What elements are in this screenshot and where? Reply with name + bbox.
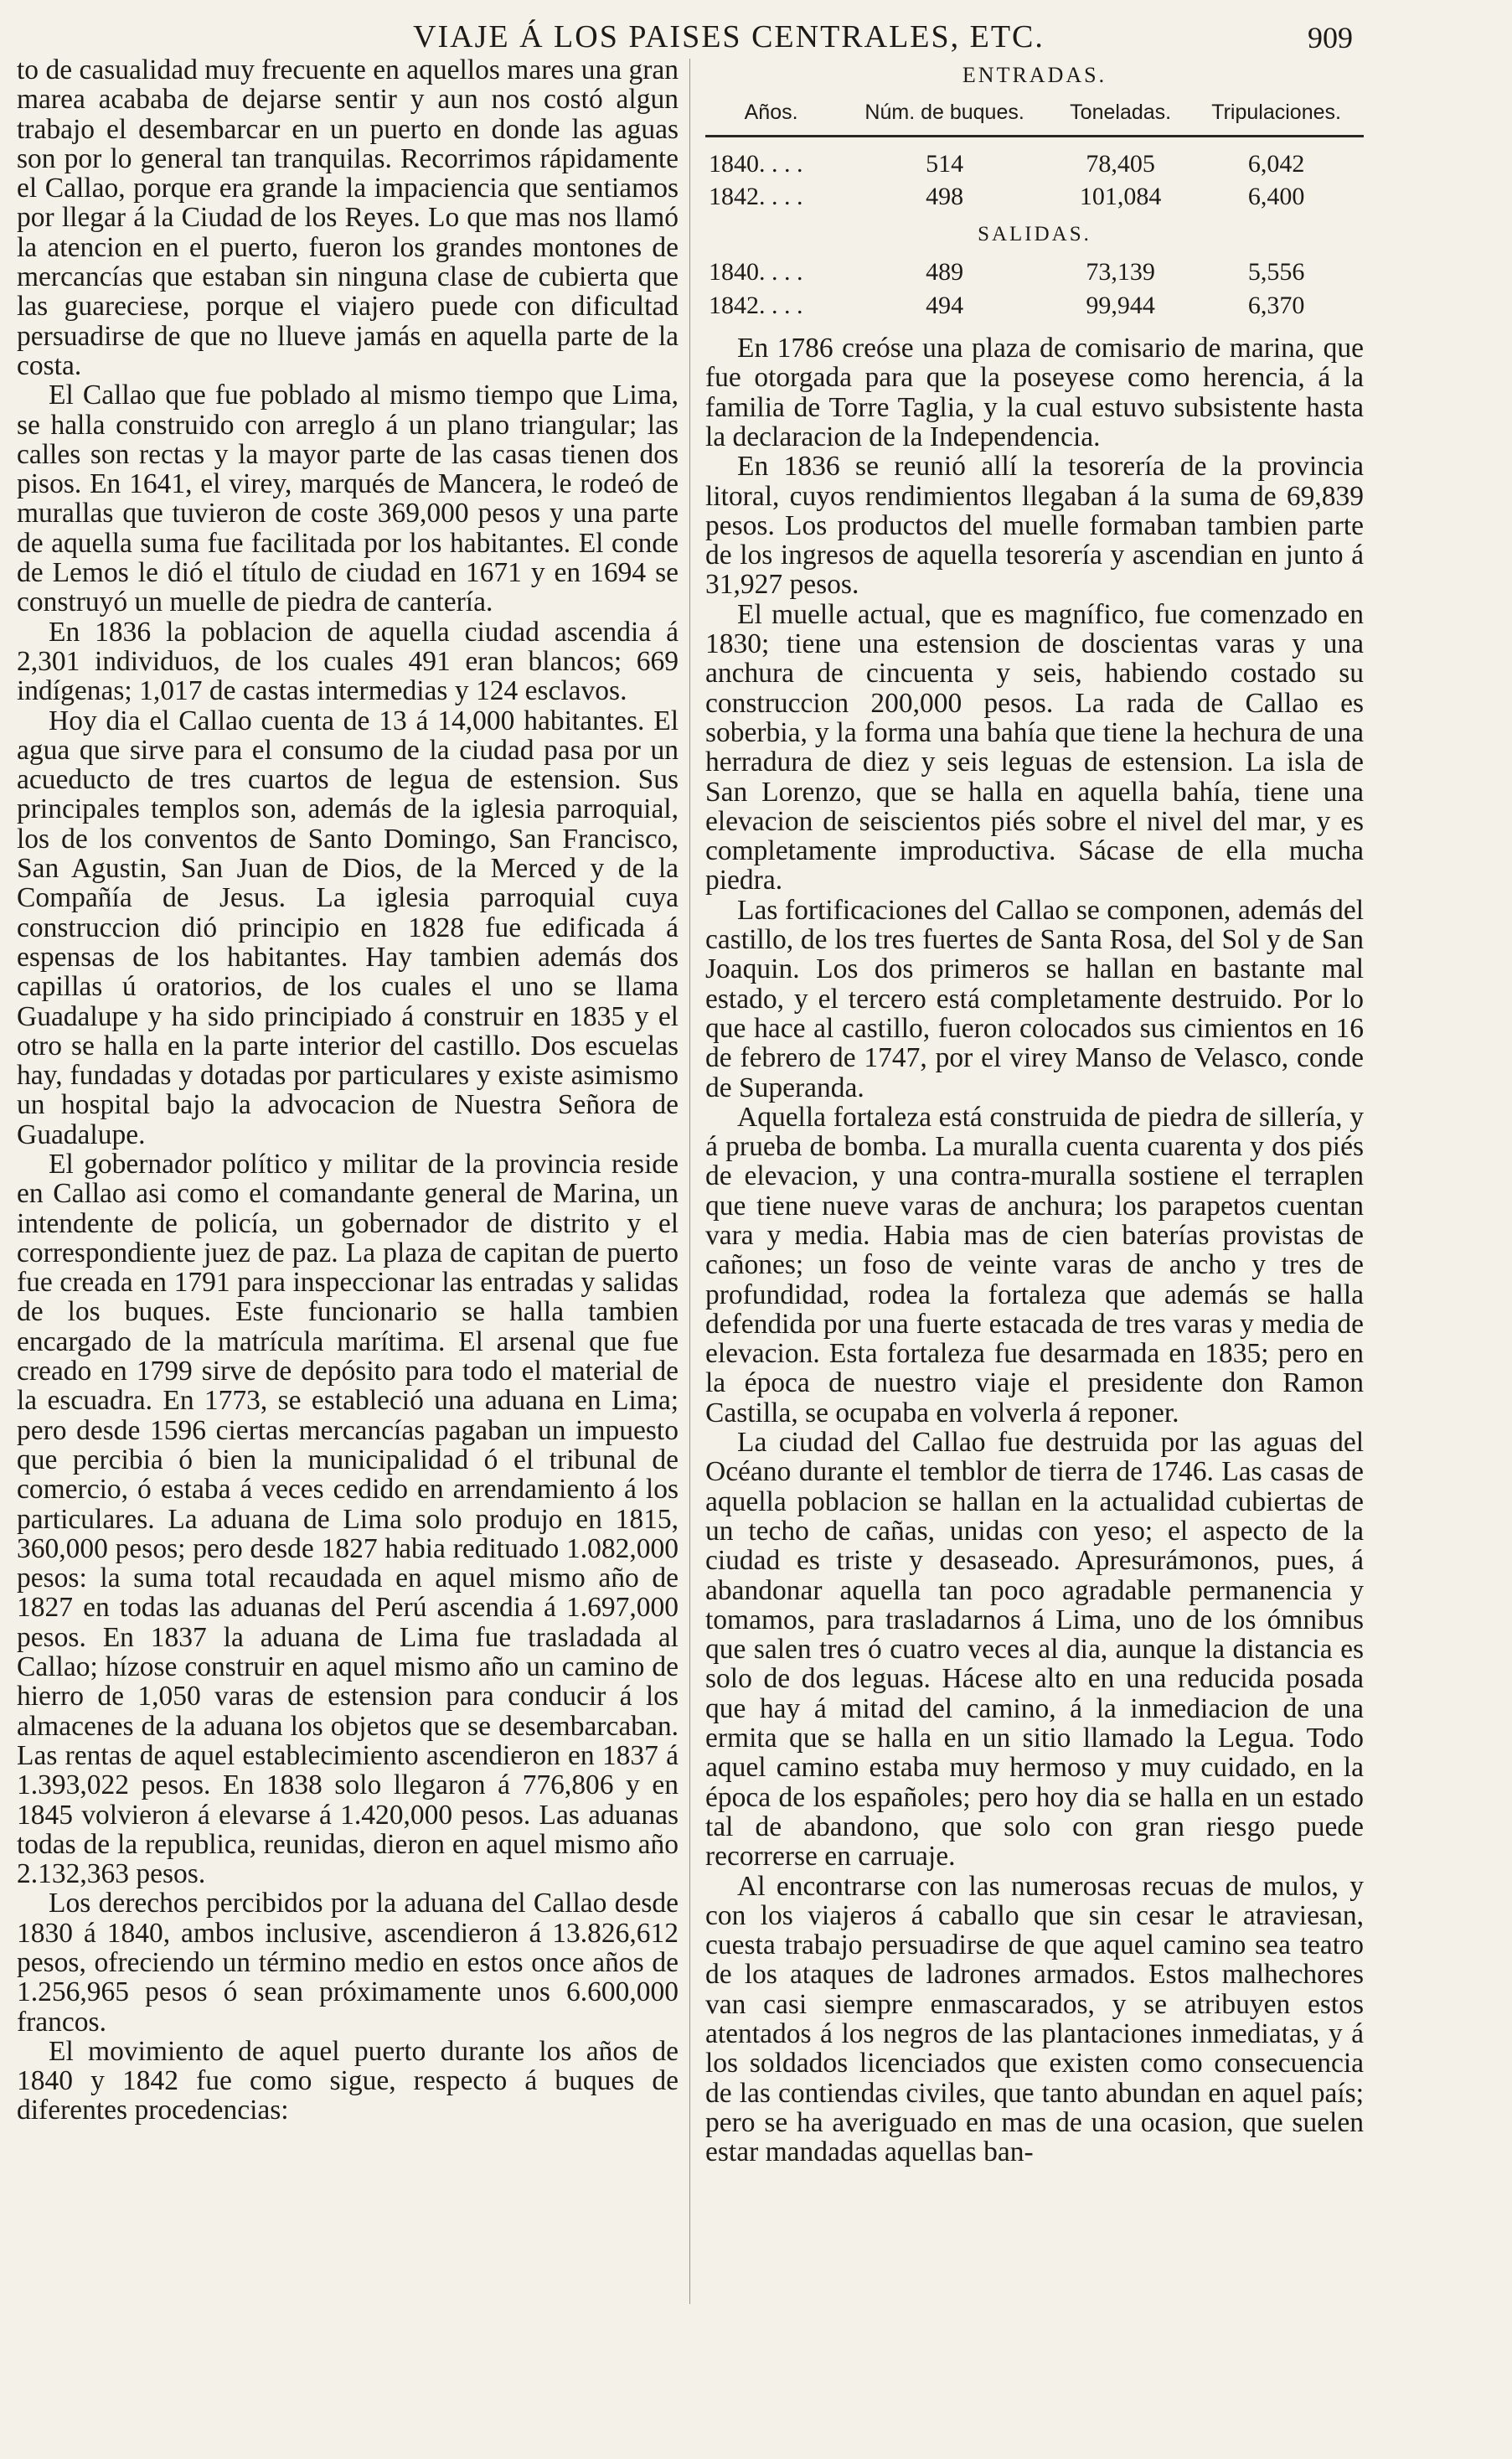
paragraph: En 1836 se reunió allí la tesorería de la provincia litoral, cuyos rendimientos llegaban á la suma de 69,839 pesos. Los productos del muelle formaban tambien parte de los ingresos de aquella tesorería y ascendian en junto á 31,927 pesos. [705,451,1364,601]
tons-cell: 78,405 [1086,149,1155,178]
column-header: Núm. de buques. [837,98,1052,136]
paragraph: Al encontrarse con las numerosas recuas de mulos, y con los viajeros á caballo que sin cesar le atraviesan, cuesta trabajo persuadirse de que aquel camino sea teatro de los ataques de ladrones armados. Estos malhechores van casi siempre enmascarados, y se atribuyen estos atentados á los negros de las plantaciones inmediatas, y á los soldados licenciados que existen como consecuencia de las contiendas civiles, que tanto abundan en aquel país; pero se ha averiguado en mas de una ocasion, que suelen estar mandadas aquellas ban- [705,1870,1364,2168]
column-header: Toneladas. [1052,98,1189,136]
paragraph: Aquella fortaleza está construida de piedra de sillería, y á prueba de bomba. La muralla cuenta cuarenta y dos piés de elevacion, y una contra-muralla sostiene el terraplen que tiene nueve varas de anchura; los parapetos cuentan vara y media. Habia mas de cien baterías provistas de cañones; un foso de veinte varas de ancho y tres de profundidad, rodea la fortaleza que además se halla defendida por una fuerte estacada de tres varas y media de elevacion. Esta fortaleza fue desarmada en 1835; pero en la época de nuestro viaje el presidente don Ramon Castilla, se ocupaba en volverla á reponer. [705,1101,1364,1428]
page-number: 909 [1308,21,1353,54]
crew-cell: 6,400 [1247,182,1305,210]
ships-cell: 494 [926,291,964,319]
ships-cell: 489 [926,258,964,287]
paragraph: En 1786 creóse una plaza de comisario de marina, que fue otorgada para que la poseyese como herencia, á la familia de Torre Taglia, y la cual estuvo subsistente hasta la declaracion de la Independencia. [705,333,1364,452]
paragraph: to de casualidad muy frecuente en aquellos mares una gran marea acababa de dejarse sentir y aun nos costó algun trabajo el desembarcar en un puerto en donde las aguas son por lo general tan tranquilas. Recorrimos rápidamente el Callao, porque era grande la impaciencia que sentiamos por llegar á la Ciudad de los Reyes. Lo que mas nos llamó la atencion en el puerto, fueron los grandes montones de mercancías que estaban sin ninguna clase de cubierta que las guareciese, porque el viajero puede con dificultad persuadirse de que no llueve jamás en aquella parte de la costa. [17,54,679,381]
table-row [705,180,1364,213]
column-header: Años. [705,98,837,136]
shipping-statistics-table [705,60,1364,322]
column-rule [689,59,690,2304]
crew-cell: 6,370 [1247,291,1305,319]
paragraph: La ciudad del Callao fue destruida por las aguas del Océano durante el temblor de tierra de 1746. Las casas de aquella poblacion se hallan en la actualidad cubiertas de un techo de cañas, unidas con yeso; el aspecto de la ciudad es triste y desaseado. Apresurámonos, pues, á abandonar aquella tan poco agradable permanencia y tomamos, para trasladarnos á Lima, uno de los ómnibus que salen tres ó cuatro veces al dia, aunque la distancia es solo de dos leguas. Hácese alto en una reducida posada que hay á mitad del camino, á la inmediacion de una ermita que se halla en un sitio llamado la Legua. Todo aquel camino estaba muy hermoso y muy cuidado, en la época de los españoles; pero hoy dia se halla en un estado tal de abandono, que solo con gran riesgo puede recorrerse en carruaje. [705,1427,1364,1873]
crew-cell: 5,556 [1247,258,1305,287]
crew-cell: 6,042 [1247,149,1305,178]
paragraph: El gobernador político y militar de la provincia reside en Callao asi como el comandante general de Marina, un intendente de policía, un gobernador de distrito y el correspondiente juez de paz. La plaza de capitan de puerto fue creada en 1791 para inspeccionar las entradas y salidas de los buques. Este funcionario se halla tambien encargado de la matrícula marítima. El arsenal que fue creado en 1799 sirve de depósito para todo el material de la escuadra. En 1773, se estableció una aduana en Lima; pero desde 1596 ciertas mercancías pagaban un impuesto que percibia ó bien la municipalidad ó el tribunal de comercio, ó estaba á veces cedido en arrendamiento á los particulares. La aduana de Lima solo produjo en 1815, 360,000 pesos; pero desde 1827 habia redituado 1.082,000 pesos: la suma total recaudada en aquel mismo año de 1827 en todas las aduanas del Perú ascendia á 1.697,000 pesos. En 1837 la aduana de Lima fue trasladada al Callao; hízose construir en aquel mismo año un camino de hierro de 1,050 varas de estension para conducir á los almacenes de la aduana los objetos que se desembarcaban. Las rentas de aquel establecimiento ascendieron en 1837 á 1.393,022 pesos. En 1838 solo llegaron á 776,806 y en 1845 volvieron á elevarse á 1.420,000 pesos. Las aduanas todas de la republica, reunidas, dieron en aquel mismo año 2.132,363 pesos. [17,1148,679,1890]
salidas-caption: SALIDAS. [978,223,1091,246]
paragraph: El movimiento de aquel puerto durante los años de 1840 y 1842 fue como sigue, respecto á buques de diferentes procedencias: [17,2035,679,2126]
ships-cell: 514 [926,149,964,178]
year-cell: 1840. . . . [709,149,803,178]
ships-cell: 498 [926,182,964,210]
right-column [705,55,1364,2167]
paragraph: Las fortificaciones del Callao se componen, además del castillo, de los tres fuertes de Santa Rosa, del Sol y de San Joaquin. Los dos primeros se hallan en bastante mal estado, y el tercero está completamente destruido. Por lo que hace al castillo, fueron colocados sus cimientos en 16 de febrero de 1747, por el virey Manso de Velasco, conde de Superanda. [705,894,1364,1103]
table-header-row [705,98,1364,136]
paragraph: El Callao que fue poblado al mismo tiempo que Lima, se halla construido con arreglo á un plano triangular; las calles son rectas y la mayor parte de las casas tienen dos pisos. En 1641, el virey, marqués de Mancera, le rodeó de murallas que tuvieron de coste 369,000 pesos y una parte de aquella suma fue facilitada por los habitantes. El conde de Lemos le dió el título de ciudad en 1671 y en 1694 se construyó un muelle de piedra de cantería. [17,380,679,618]
year-cell: 1842. . . . [709,291,803,319]
table-row [705,256,1364,288]
paragraph: En 1836 la poblacion de aquella ciudad ascendia á 2,301 individuos, de los cuales 491 eran blancos; 669 indígenas; 1,017 de castas intermedias y 124 esclavos. [17,616,679,707]
running-title: VIAJE Á LOS PAISES CENTRALES, ETC. [413,19,1045,54]
column-header: Tripulaciones. [1189,98,1364,136]
stats-table [705,98,1364,322]
tons-cell: 101,084 [1079,182,1162,210]
tons-cell: 99,944 [1086,291,1155,319]
tons-cell: 73,139 [1086,258,1155,287]
table-row [705,147,1364,180]
left-column [17,55,679,2126]
year-cell: 1842. . . . [709,182,803,210]
entradas-caption: ENTRADAS. [962,63,1107,87]
paragraph: El muelle actual, que es magnífico, fue comenzado en 1830; tiene una estension de doscientas varas y una anchura de cincuenta y seis, habiendo costado su construccion 200,000 pesos. La rada de Callao es soberbia, y la forma una bahía que tiene la hechura de una herradura de diez y seis leguas de estension. La isla de San Lorenzo, que se halla en aquella bahía, tiene una elevacion de seiscientos piés sobre el nivel del mar, y es completamente improductiva. Sácase de ella mucha piedra. [705,598,1364,896]
paragraph: Hoy dia el Callao cuenta de 13 á 14,000 habitantes. El agua que sirve para el consumo de la ciudad pasa por un acueducto de tres cuartos de legua de estension. Sus principales templos son, además de la iglesia parroquial, los de los conventos de Santo Domingo, San Francisco, San Agustin, San Juan de Dios, de la Merced y de la Compañía de Jesus. La iglesia parroquial cuya construccion dió principio en 1828 fue edificada á espensas de los habitantes. Hay tambien además dos capillas ú oratorios, de los cuales el uno se llama Guadalupe y ha sido principiado á construir en 1835 y el otro se halla en la parte interior del castillo. Dos escuelas hay, fundadas y dotadas por particulares y existe asimismo un hospital bajo la advocacion de Nuestra Señora de Guadalupe. [17,705,679,1150]
table-row [705,289,1364,322]
year-cell: 1840. . . . [709,258,803,287]
paragraph: Los derechos percibidos por la aduana del Callao desde 1830 á 1840, ambos inclusive, ascendieron á 13.826,612 pesos, ofreciendo un término medio en estos once años de 1.256,965 pesos ó sean próximamente unos 6.600,000 francos. [17,1888,679,2038]
